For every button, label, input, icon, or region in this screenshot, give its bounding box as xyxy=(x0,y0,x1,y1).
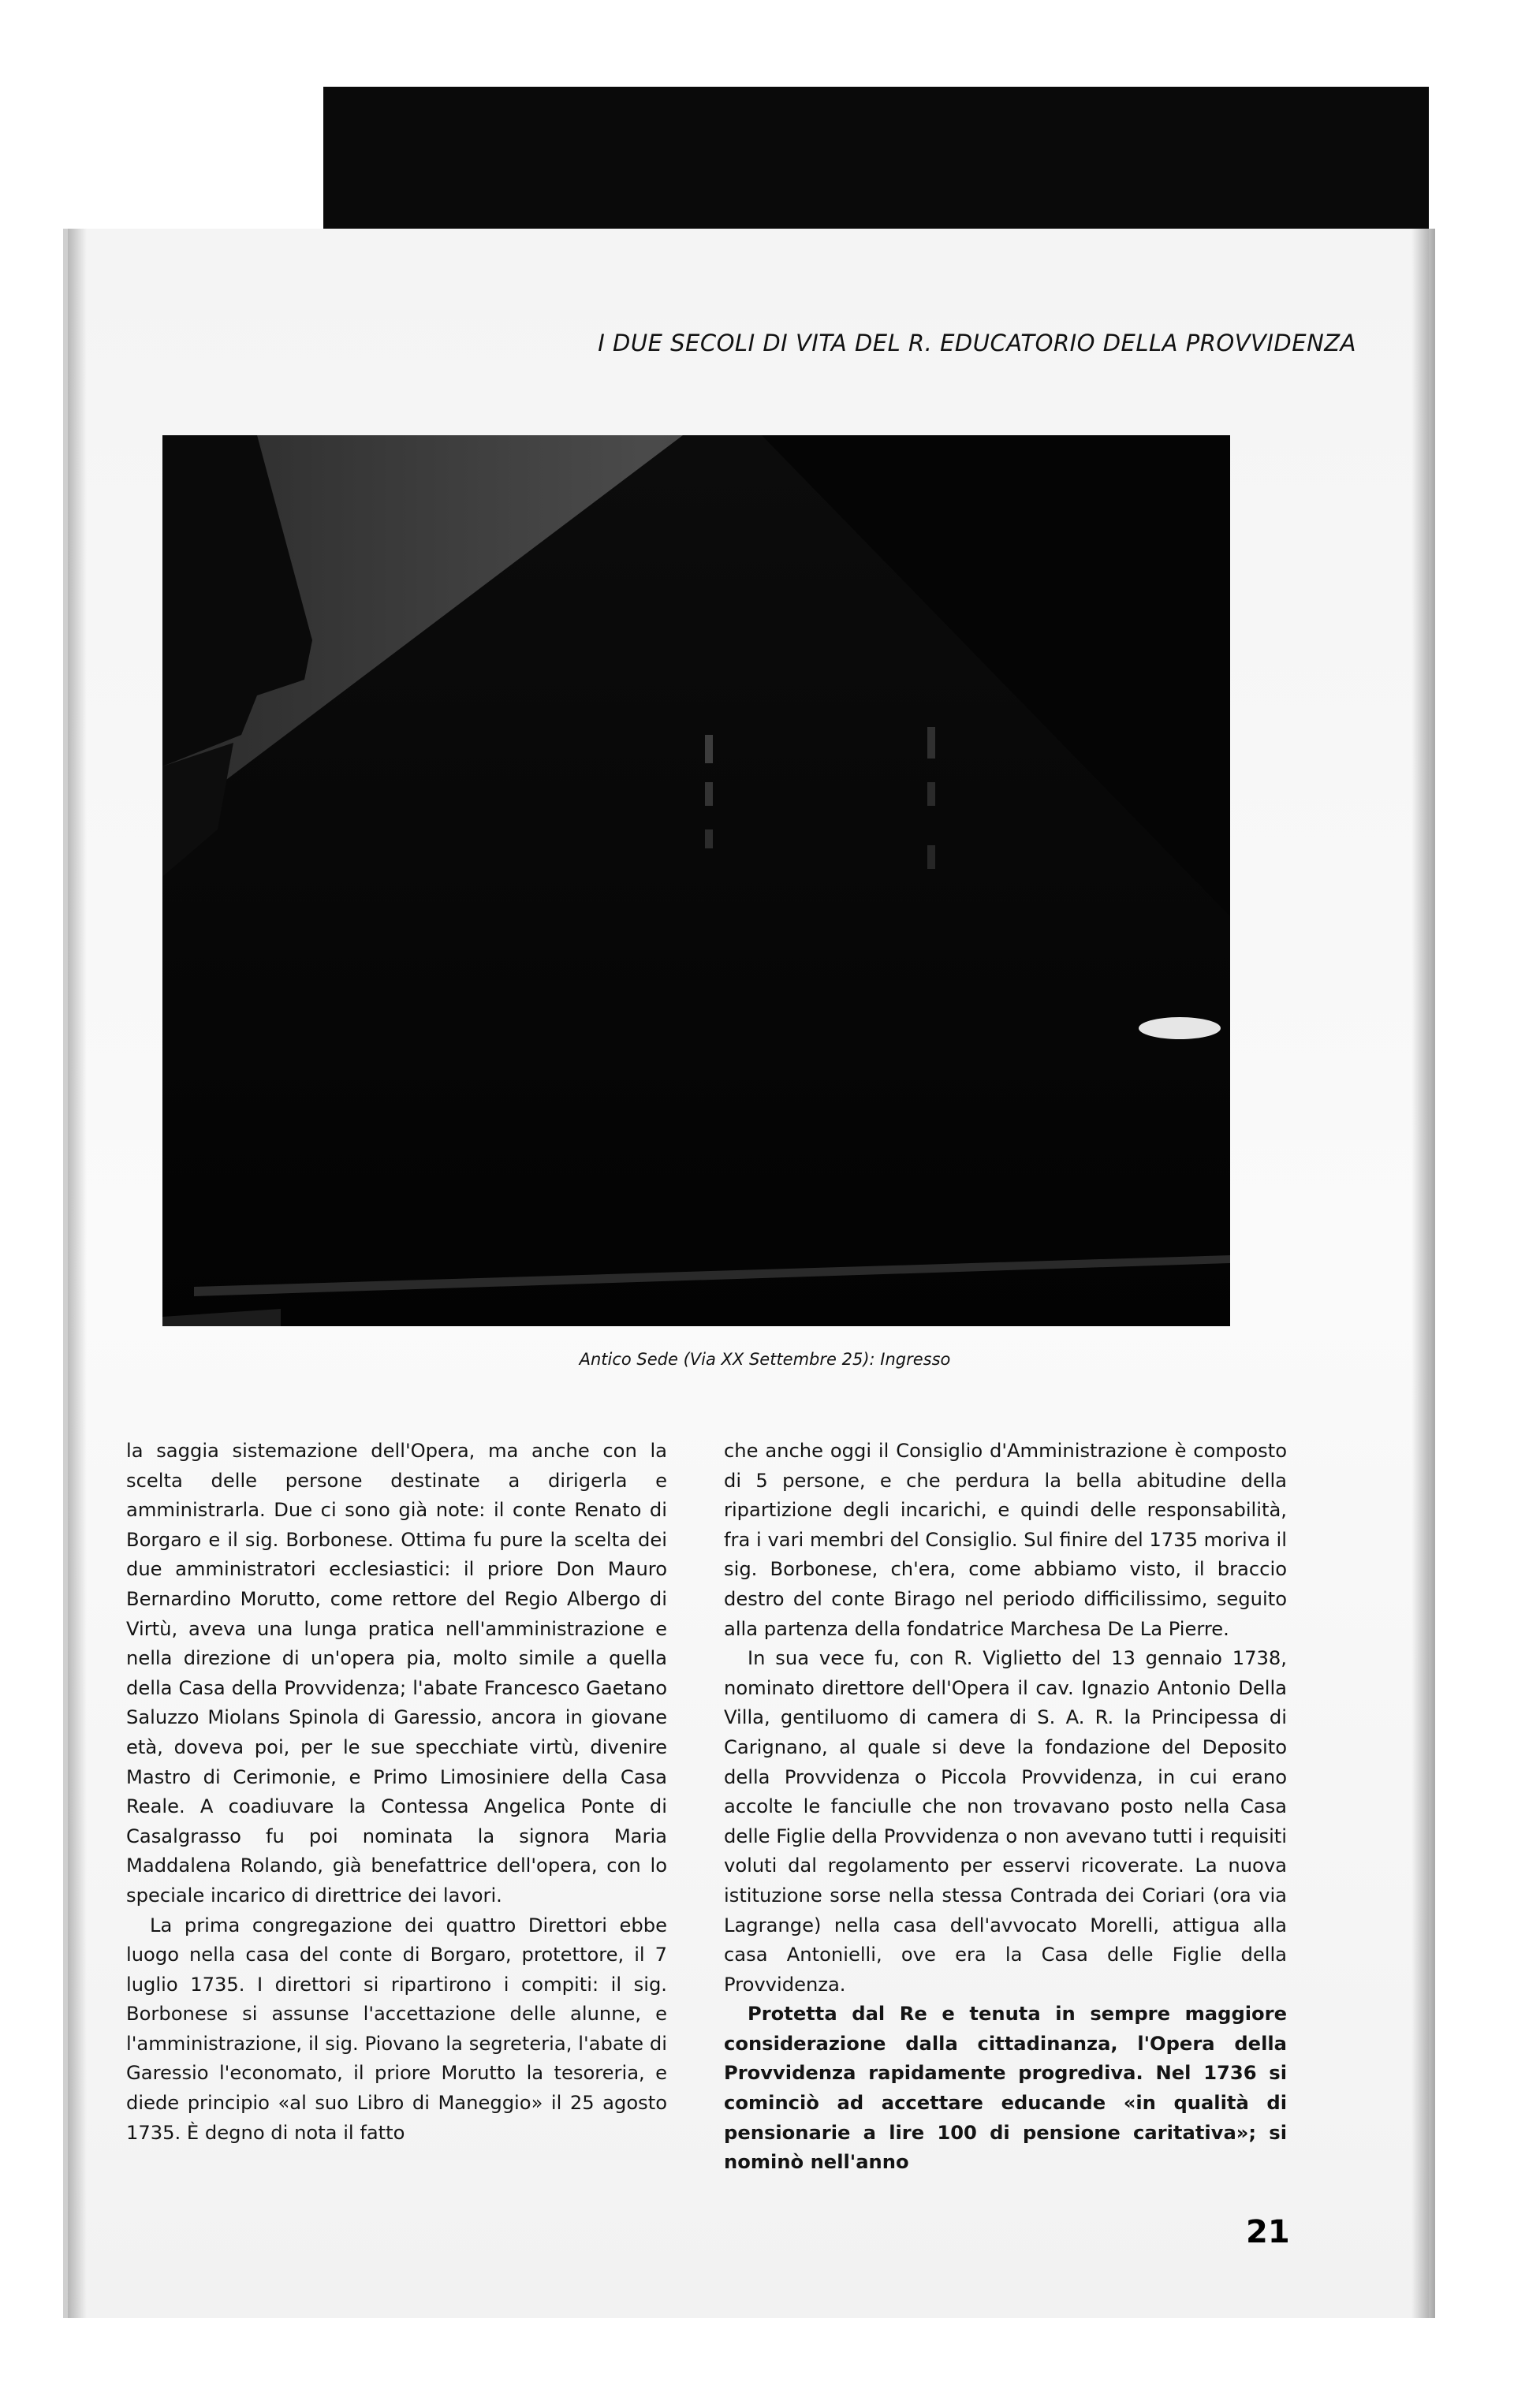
page-number: 21 xyxy=(1246,2214,1290,2250)
scan-frame-top xyxy=(323,87,1429,229)
left-paragraph-2: La prima congregazione dei quattro Direttori ebbe luogo nella casa del conte di Borgaro, protettore, il 7 luglio 1735. I direttori si ripartirono i compiti: il sig. Borbonese si assunse l'accettazione delle alunne, e l'amministrazione, il sig. Piovano la segreteria, l'abate di Garessio l'economato, il priore Morutto la tesoreria, e diede principio «al suo Libro di Maneggio» il 25 agosto 1735. È degno di nota il fatto xyxy=(126,1914,667,2144)
right-paragraph-1: che anche oggi il Consiglio d'Amministrazione è composto di 5 persone, e che perdura la bella abitudine della ripartizione degli incarichi, e quindi delle responsabilità, fra i vari membri del Consiglio. Sul finire del 1735 moriva il sig. Borbonese, ch'era, come abbiamo visto, il braccio destro del conte Birago nel periodo difficilissimo, seguito alla partenza della fondatrice Marchesa De La Pierre. xyxy=(724,1440,1287,1640)
scan-frame-right xyxy=(1429,87,1514,2408)
running-header: I DUE SECOLI DI VITA DEL R. EDUCATORIO DELLA PROVVIDENZA xyxy=(598,330,1356,356)
right-text-column xyxy=(724,1437,1287,2178)
right-paragraph-2: In sua vece fu, con R. Viglietto del 13 gennaio 1738, nominato direttore dell'Opera il cav. Ignazio Antonio Della Villa, gentiluomo di camera di S. A. R. la Principessa di Carignano, al quale si deve la fondazione del Deposito della Provvidenza o Piccola Provvidenza, in cui erano accolte le fanciulle che non trovavano posto nella Casa delle Figlie della Provvidenza o non avevano tutti i requisiti voluti dal regolamento per esservi ricoverate. La nuova istituzione sorse nella stessa Contrada dei Coriari (ora via Lagrange) nella casa dell'avvocato Morelli, attigua alla casa Antonielli, ove era la Casa delle Figlie della Provvidenza. xyxy=(724,1647,1287,1996)
page-edge-shadow xyxy=(68,229,87,2318)
building-photo xyxy=(162,435,1230,1326)
page-fold-shadow xyxy=(1411,229,1435,2318)
photo-caption: Antico Sede (Via XX Settembre 25): Ingresso xyxy=(579,1350,951,1369)
right-paragraph-3: Protetta dal Re e tenuta in sempre maggiore considerazione dalla cittadinanza, l'Opera della Provvidenza rapidamente progrediva. Nel 1736 si cominciò ad accettare educande «in qualità di pensionarie a lire 100 di pensione caritativa»; si nominò nell'anno xyxy=(724,2003,1287,2174)
left-paragraph-1: la saggia sistemazione dell'Opera, ma anche con la scelta delle persone destinate a dirigerla e amministrarla. Due ci sono già note: il conte Renato di Borgaro e il sig. Borbonese. Ottima fu pure la scelta dei due amministratori ecclesiastici: il priore Don Mauro Bernardino Morutto, come rettore del Regio Albergo di Virtù, aveva una lunga pratica nell'amministrazione e nella direzione di un'opera pia, molto simile a quella della Casa della Provvidenza; l'abate Francesco Gaetano Saluzzo Miolans Spinola di Garessio, ancora in giovane età, doveva poi, per le sue specchiate virtù, divenire Mastro di Cerimonie, e Primo Limosiniere della Casa Reale. A coadiuvare la Contessa Angelica Ponte di Casalgrasso fu poi nominata la signora Maria Maddalena Rolando, già benefattrice dell'opera, con lo speciale incarico di direttrice dei lavori. xyxy=(126,1440,667,1907)
left-text-column xyxy=(126,1437,667,2148)
